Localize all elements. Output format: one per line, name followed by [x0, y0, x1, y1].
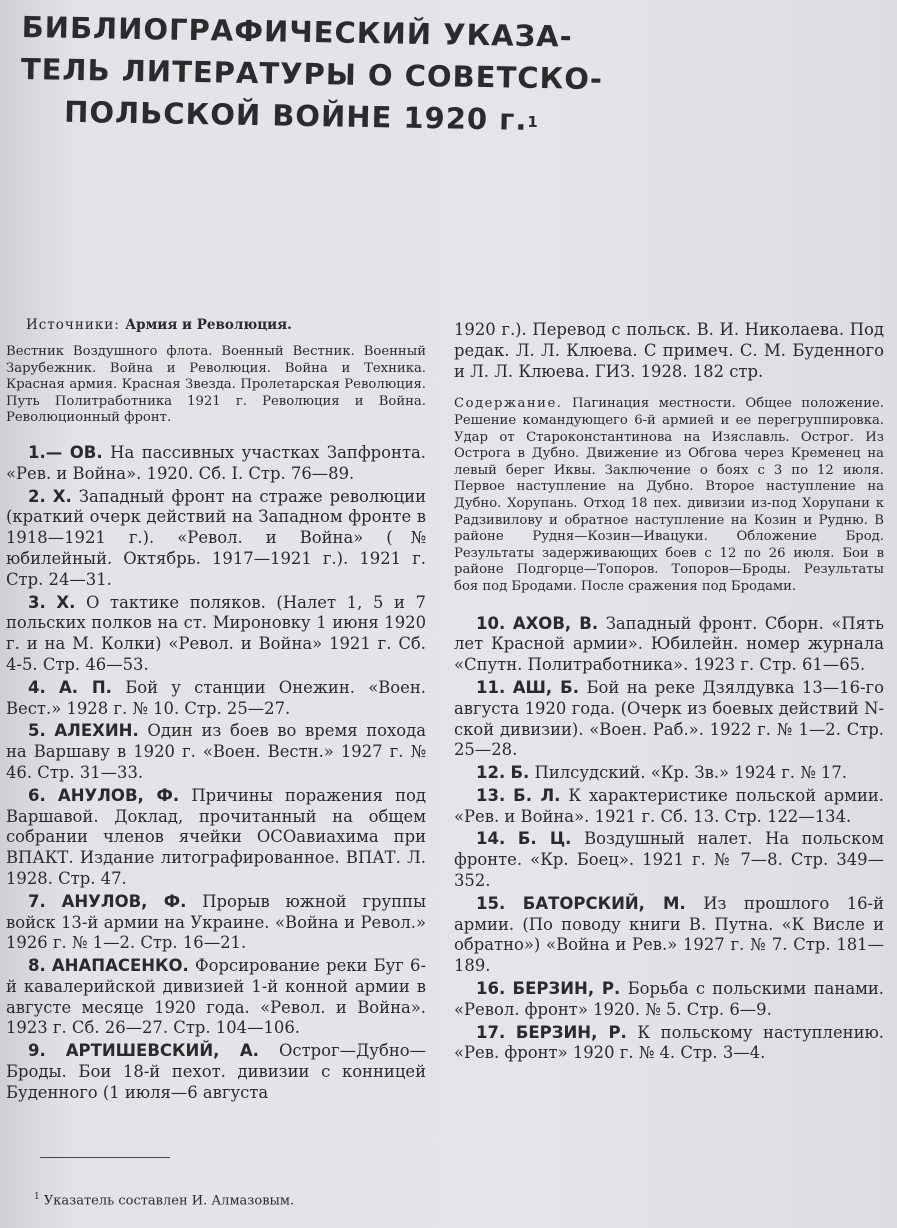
- entry-text: Форсирование реки Буг 6-й кавалерийской дивизией 1-й конной армии в августе месяце 1920 года. «Револ. и Война». 1923 г. Сб. 26—27. Стр. 104—106.: [6, 956, 426, 1038]
- right-column: [454, 320, 884, 1066]
- entry-9-continuation: 1920 г.). Перевод с польск. В. И. Николаева. Под редак. Л. Л. Клюева. С примеч. С. М. Буденного и Л. Л. Клюева. ГИЗ. 1928. 182 стр.: [454, 320, 884, 381]
- entry-number: 17.: [476, 1022, 506, 1042]
- bibliography-entry: [6, 443, 426, 485]
- entry-text: Пилсудский. «Кр. Зв.» 1924 г. № 17.: [534, 763, 848, 783]
- entry-author: АШ, Б.: [512, 677, 579, 697]
- bibliography-entry: [6, 956, 426, 1039]
- sources-first: Армия и Революция.: [125, 317, 292, 333]
- bibliography-entry: [454, 894, 884, 977]
- footnote-text: Указатель составлен И. Алмазовым.: [43, 1193, 295, 1209]
- bibliography-entry: [6, 1041, 426, 1103]
- bibliography-entry: [6, 678, 426, 720]
- entry-author: АХОВ, В.: [512, 613, 599, 633]
- footnote-mark: 1: [34, 1192, 40, 1202]
- bibliography-entry: [454, 763, 884, 784]
- entry-text: Борьба с польскими панами. «Револ. фронт» 1920. № 5. Стр. 6—9.: [454, 979, 884, 1019]
- entry-author: БЕРЗИН, Р.: [512, 979, 621, 999]
- bibliography-entry: [6, 786, 426, 890]
- title-line-2: ТЕЛЬ ЛИТЕРАТУРЫ О СОВЕТСКО-: [20, 51, 604, 97]
- entry-number: 9.: [28, 1041, 46, 1061]
- entry-9-contents: [454, 396, 884, 595]
- entry-author: Х.: [56, 592, 76, 612]
- entries-right: [454, 614, 884, 1065]
- left-column: [6, 316, 426, 1106]
- bibliography-entry: [454, 614, 884, 676]
- entry-text: На пассивных участках Запфронта. «Рев. и Война». 1920. Сб. I. Стр. 76—89.: [6, 442, 426, 483]
- contents-heading: Содержание.: [454, 396, 563, 412]
- entry-author: БАТОРСКИЙ, М.: [522, 893, 686, 913]
- entry-author: Б. Ц.: [517, 829, 572, 849]
- entry-text: Бой у станции Онежин. «Воен. Вест.» 1928 г. № 10. Стр. 25—27.: [6, 677, 426, 718]
- entry-number: 14.: [476, 829, 506, 849]
- bibliography-entry: [454, 829, 884, 891]
- entry-text: Из прошлого 16-й армии. (По поводу книги В. Путна. «К Висле и обратно») «Война и Рев.» 1927 г. № 7. Стр. 181—189.: [454, 893, 885, 976]
- sources-heading: [6, 316, 426, 335]
- entry-text: К характеристике польской армии. «Рев. и Война». 1921 г. Сб. 13. Стр. 122—134.: [454, 785, 885, 826]
- entry-number: 2.: [28, 486, 46, 506]
- entry-number: 16.: [476, 979, 506, 999]
- entry-text: Западный фронт. Сборн. «Пять лет Красной армии». Юбилейн. номер журнала «Спутн. Политработника». 1923 г. Стр. 61—65.: [454, 613, 885, 675]
- entry-text: Западный фронт на страже революции (краткий очерк действий на Западном фронте в 1918—1921 г.). «Револ. и Война» (№ юбилейный. Октябрь. 1917—1921 г.). 1921 г. Стр. 24—31.: [6, 486, 426, 589]
- entry-text: К польскому наступлению. «Рев. фронт» 1920 г. № 4. Стр. 3—4.: [454, 1022, 884, 1063]
- entry-author: АНУЛОВ, Ф.: [61, 891, 187, 911]
- entry-number: 5.: [28, 721, 46, 741]
- entry-author: Б. Л.: [513, 785, 561, 805]
- title-footnote-mark: 1: [527, 112, 539, 132]
- entries-left: [6, 443, 426, 1104]
- entry-text: Воздушный налет. На польском фронте. «Кр. Боец». 1921 г. № 7—8. Стр. 349—352.: [454, 829, 884, 891]
- entry-author: А. П.: [59, 677, 112, 697]
- entry-author: АНАПАСЕНКО.: [51, 956, 189, 976]
- footnote: [34, 1189, 294, 1210]
- entry-number: 13.: [476, 785, 506, 805]
- entry-text: Прорыв южной группы войск 13-й армии на Украине. «Война и Револ.» 1926 г. № 1—2. Стр. 16—21.: [6, 891, 426, 953]
- entry-text: Острог—Дубно—Броды. Бои 18-й пехот. дивизии с конницей Буденного (1 июля—6 августа: [6, 1041, 426, 1102]
- bibliography-entry: [454, 979, 884, 1021]
- entry-number: 11.: [476, 677, 506, 697]
- entry-author: ОВ.: [69, 442, 103, 462]
- bibliography-entry: [454, 678, 884, 761]
- footnote-rule: [40, 1157, 170, 1158]
- entry-author: АНУЛОВ, Ф.: [57, 785, 180, 805]
- entry-text: Бой на реке Дзялдувка 13—16-го августа 1920 года. (Очерк из боевых действий N-ской дивизии). «Воен. Раб.». 1922 г. № 1—2. Стр. 25—28.: [454, 677, 885, 760]
- bibliography-entry: [6, 721, 426, 783]
- title-line-3-text: ПОЛЬСКОЙ ВОЙНЕ 1920 г.: [63, 94, 528, 137]
- entry-number: 12.: [476, 763, 506, 783]
- entry-text: О тактике поляков. (Налет 1, 5 и 7 польских полков на ст. Мироновку 1 июня 1920 г. и на М. Колки) «Револ. и Война» 1921 г. Сб. 4-5. Стр. 46—53.: [6, 592, 426, 674]
- entry-number: 8.: [28, 956, 46, 976]
- entry-author: Х.: [52, 486, 72, 506]
- title-line-1: БИБЛИОГРАФИЧЕСКИЙ УКАЗА-: [21, 9, 574, 54]
- entry-number: 1.—: [28, 442, 63, 462]
- bibliography-entry: [6, 593, 426, 676]
- bibliography-entry: [6, 892, 426, 954]
- page-title: [20, 6, 604, 142]
- entry-author: Б.: [510, 763, 530, 783]
- bibliography-entry: [454, 1023, 884, 1065]
- bibliography-entry: [6, 487, 426, 591]
- entry-number: 15.: [476, 893, 506, 913]
- entry-number: 10.: [476, 613, 506, 633]
- entry-number: 7.: [28, 891, 46, 911]
- entry-text: Причины поражения под Варшавой. Доклад, прочитанный на общем собрании членов ячейки ОСОавиахима при ВПАКТ. Издание литографированное. ВПАТ. Л. 1928. Стр. 47.: [6, 785, 426, 888]
- sources-list: Вестник Воздушного флота. Военный Вестник. Военный Зарубежник. Война и Революция. Война и Техника. Красная армия. Красная Звезда. Пролетарская Революция. Путь Политработника 1921 г. Революция и Война. Революционный фронт.: [6, 344, 426, 426]
- entry-author: АРТИШЕВСКИЙ, А.: [65, 1041, 259, 1061]
- bibliography-entry: [454, 786, 884, 828]
- sources-label: Источники:: [26, 317, 120, 333]
- entry-author: АЛЕХИН.: [54, 721, 139, 741]
- entry-number: 4.: [28, 677, 46, 697]
- contents-text: Пагинация местности. Общее положение. Решение командующего 6-й армией и ее перегруппировка. Удар от Староконстантинова на Изяславль. Острог. Из Острога в Дубно. Движение из Обгова через Кременец на левый берег Иквы. Заключение о боях с 3 по 12 июля. Первое наступление на Дубно. Второе наступление на Дубно. Хорупань. Отход 18 пех. дивизии из-под Хорупани к Радзивилову и обратное наступление на Козин и Рудню. В районе Рудня—Козин—Ивацуки. Обложение Брод. Результаты задерживающих боев с 12 по 26 июля. Бои в районе Подгорце—Топоров. Топоров—Броды. Результаты боя под Бродами. После сражения под Бродами.: [454, 396, 884, 594]
- entry-text: Один из боев во время похода на Варшаву в 1920 г. «Воен. Вестн.» 1927 г. № 46. Стр. 31—33.: [6, 721, 426, 782]
- entry-number: 3.: [28, 592, 46, 612]
- entry-number: 6.: [28, 785, 46, 805]
- title-line-3: [20, 90, 581, 142]
- entry-author: БЕРЗИН, Р.: [515, 1022, 627, 1042]
